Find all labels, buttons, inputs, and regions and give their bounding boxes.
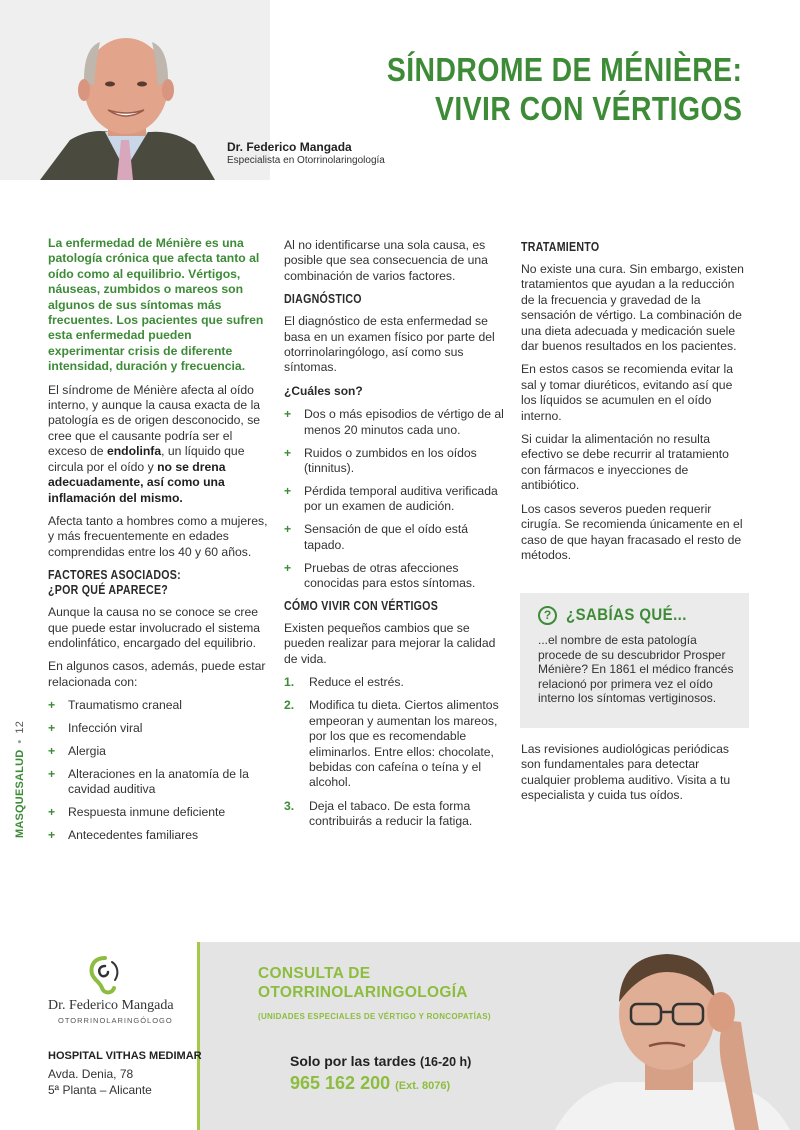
paragraph-demographics: Afecta tanto a hombres como a mujeres, y más frecuentemente en edades comprendidas entre los 40 y 60 años. xyxy=(48,513,268,559)
magazine-side-label xyxy=(14,721,26,838)
ear-pain-photo xyxy=(545,942,800,1130)
address-line: 5ª Planta – Alicante xyxy=(48,1083,152,1097)
consulta-title xyxy=(258,964,468,1002)
list-item xyxy=(48,698,270,713)
phone-number xyxy=(290,1073,450,1094)
title-line-1: SÍNDROME DE MÉNIÈRE: xyxy=(386,51,742,88)
heading-diagnostico: DIAGNÓSTICO xyxy=(284,292,362,307)
paragraph-endolymphatic: Aunque la causa no se conoce se cree que puede estar involucrado el sistema endolinfático, encargado del equilibrio. xyxy=(48,605,261,650)
callout-title: ¿SABÍAS QUÉ... xyxy=(566,605,687,624)
callout-header xyxy=(538,605,735,625)
list-item xyxy=(284,407,504,438)
plus-icon: + xyxy=(284,522,292,537)
ear-logo-icon xyxy=(82,952,128,1001)
step-text: Deja el tabaco. De esta forma contribuirás a reducir la fatiga. xyxy=(309,798,473,829)
heading-factores xyxy=(48,568,237,598)
factors-list xyxy=(48,698,270,843)
heading-line: ¿POR QUÉ APARECE? xyxy=(48,583,169,598)
logo-name: Dr. Federico Mangada xyxy=(48,998,174,1013)
hospital-address xyxy=(48,1066,152,1098)
page-number: 12 xyxy=(14,720,26,734)
consulta-subtitle: (UNIDADES ESPECIALES DE VÉRTIGO Y RONCOPATÍAS) xyxy=(258,1012,491,1021)
list-item xyxy=(48,805,270,820)
intro-lead: La enfermedad de Ménière es una patología crónica que afecta tanto al oído como al equilibrio. Vértigos, náuseas, zumbidos o mareos son algunos de sus síntomas más frecuentes. Los pacientes que sufren esta enfermedad pueden experimentar crisis de diferente intensidad, duración y frecuencia. xyxy=(48,236,264,374)
question-icon: ? xyxy=(538,606,557,625)
separator-dot: • xyxy=(14,739,26,744)
paragraph-checkups: Las revisiones audiológicas periódicas son fundamentales para detectar cualquier problema auditivo. Visita a tu especialista y cuida tus oídos. xyxy=(521,742,731,803)
hospital-name: HOSPITAL VITHAS MEDIMAR xyxy=(48,1050,202,1062)
paragraph-diagnosis: El diagnóstico de esta enfermedad se basa en un examen físico por parte del otorrinolaringólogo, así como sus síntomas. xyxy=(284,314,495,375)
opening-hours xyxy=(290,1053,471,1069)
plus-icon: + xyxy=(48,828,56,843)
plus-icon: + xyxy=(48,698,56,713)
text-segment: , un líquido que circula por el oído y xyxy=(48,444,245,474)
column-1 xyxy=(48,236,270,851)
paragraph-related: En algunos casos, además, puede estar relacionada con: xyxy=(48,659,266,689)
plus-icon: + xyxy=(48,766,56,781)
step-text: Modifica tu dieta. Ciertos alimentos empeoran y aumentan los mareos, por los que es recomendable eliminarlos. Entre ellos: chocolate, bebidas con cafeína o teína y el alcohol. xyxy=(309,698,499,790)
list-item xyxy=(284,484,504,515)
plus-icon: + xyxy=(284,445,292,460)
step-number: 2. xyxy=(284,698,295,713)
emphasis-endolinfa: endolinfa xyxy=(106,444,162,459)
column-2 xyxy=(284,238,504,838)
address-line: Avda. Denia, 78 xyxy=(48,1067,134,1081)
footer-accent-stripe xyxy=(197,942,200,1130)
list-item-text: Ruidos o zumbidos en los oídos (tinnitus). xyxy=(304,445,477,475)
hours-text: Solo por las tardes xyxy=(290,1053,417,1069)
plus-icon: + xyxy=(48,805,56,820)
step-number: 1. xyxy=(284,675,295,690)
step-item xyxy=(284,675,504,690)
step-number: 3. xyxy=(284,798,295,813)
symptoms-list xyxy=(284,407,504,591)
heading-tratamiento: TRATAMIENTO xyxy=(521,240,600,254)
list-item xyxy=(48,828,270,843)
list-item-text: Dos o más episodios de vértigo de al menos 20 minutos cada uno. xyxy=(304,407,504,437)
article-title xyxy=(386,50,742,128)
step-item xyxy=(284,799,504,830)
list-item xyxy=(284,446,504,477)
plus-icon: + xyxy=(284,407,292,422)
paragraph-drugs: Si cuidar la alimentación no resulta efectivo se debe recurrir al tratamiento con fármacos e inyecciones de antibiótico. xyxy=(521,432,729,493)
list-item xyxy=(48,721,270,736)
list-item xyxy=(48,767,270,798)
did-you-know-box xyxy=(520,593,749,728)
paragraph-cause xyxy=(48,383,270,506)
plus-icon: + xyxy=(284,560,292,575)
list-item-text: Antecedentes familiares xyxy=(68,828,199,843)
step-item xyxy=(284,698,504,790)
list-item-text: Pruebas de otras afecciones conocidas para estos síntomas. xyxy=(304,560,476,590)
hours-range: (16-20 h) xyxy=(419,1055,472,1069)
list-item-text: Alteraciones en la anatomía de la cavidad auditiva xyxy=(68,766,249,797)
list-item-text: Sensación de que el oído está tapado. xyxy=(304,522,468,552)
phone-text: 965 162 200 xyxy=(290,1073,391,1093)
list-item-text: Respuesta inmune deficiente xyxy=(68,805,226,820)
list-item xyxy=(48,744,270,759)
author-role: Especialista en Otorrinolaringología xyxy=(227,155,385,166)
paragraph-causes: Al no identificarse una sola causa, es posible que sea consecuencia de una combinación de varios factores. xyxy=(284,238,488,283)
consulta-line: OTORRINOLARINGOLOGÍA xyxy=(258,984,468,1001)
list-item-text: Traumatismo craneal xyxy=(68,698,183,713)
heading-line: FACTORES ASOCIADOS: xyxy=(48,568,181,583)
title-line-2: VIVIR CON VÉRTIGOS xyxy=(434,90,742,127)
subheading-cuales: ¿Cuáles son? xyxy=(284,383,363,398)
plus-icon: + xyxy=(284,483,292,498)
plus-icon: + xyxy=(48,743,56,758)
logo-subtitle: OTORRINOLARINGÓLOGO xyxy=(58,1016,173,1025)
list-item-text: Alergia xyxy=(68,743,106,758)
list-item xyxy=(284,522,504,553)
magazine-brand: MASQUESALUD xyxy=(14,749,26,838)
consulta-line: CONSULTA DE xyxy=(258,965,371,982)
emphasis-drainage: no se drena adecuadamente, así como una inflamación del mismo. xyxy=(48,459,226,505)
list-item xyxy=(284,561,504,592)
heading-como-vivir: CÓMO VIVIR CON VÉRTIGOS xyxy=(284,598,439,613)
phone-extension: (Ext. 8076) xyxy=(395,1080,451,1092)
callout-text: ...el nombre de esta patología procede de su descubridor Prosper Ménière? En 1861 el médico francés relacionó por primera vez el oído interno los síntomas vertiginosos. xyxy=(538,633,734,705)
list-item-text: Pérdida temporal auditiva verificada por un examen de audición. xyxy=(304,483,498,514)
step-text: Reduce el estrés. xyxy=(309,675,404,690)
steps-list xyxy=(284,675,504,830)
text-segment: El síndrome de Ménière afecta al oído interno, y aunque la causa exacta de la patología es de origen desconocido, se cree que el causante podría ser el exceso de xyxy=(48,382,261,459)
column-3 xyxy=(521,238,749,571)
paragraph-salt: En estos casos se recomienda evitar la sal y tomar diuréticos, evitando así que los líquidos se acumulen en el oído interno. xyxy=(521,362,734,423)
list-item-text: Infección viral xyxy=(68,721,143,736)
paragraph-treatment: No existe una cura. Sin embargo, existen tratamientos que ayudan a la reducción de la frecuencia y gravedad de la sensación de vértigo. La combinación de una dieta adecuada y medicación suele dar buenos resultados en los pacientes. xyxy=(521,262,744,354)
paragraph-surgery: Los casos severos pueden requerir cirugía. Se recomienda únicamente en el caso de que hayan fracasado el resto de métodos. xyxy=(521,501,743,562)
paragraph-changes: Existen pequeños cambios que se pueden realizar para mejorar la calidad de vida. xyxy=(284,620,496,666)
plus-icon: + xyxy=(48,721,56,736)
author-name: Dr. Federico Mangada xyxy=(227,140,352,154)
